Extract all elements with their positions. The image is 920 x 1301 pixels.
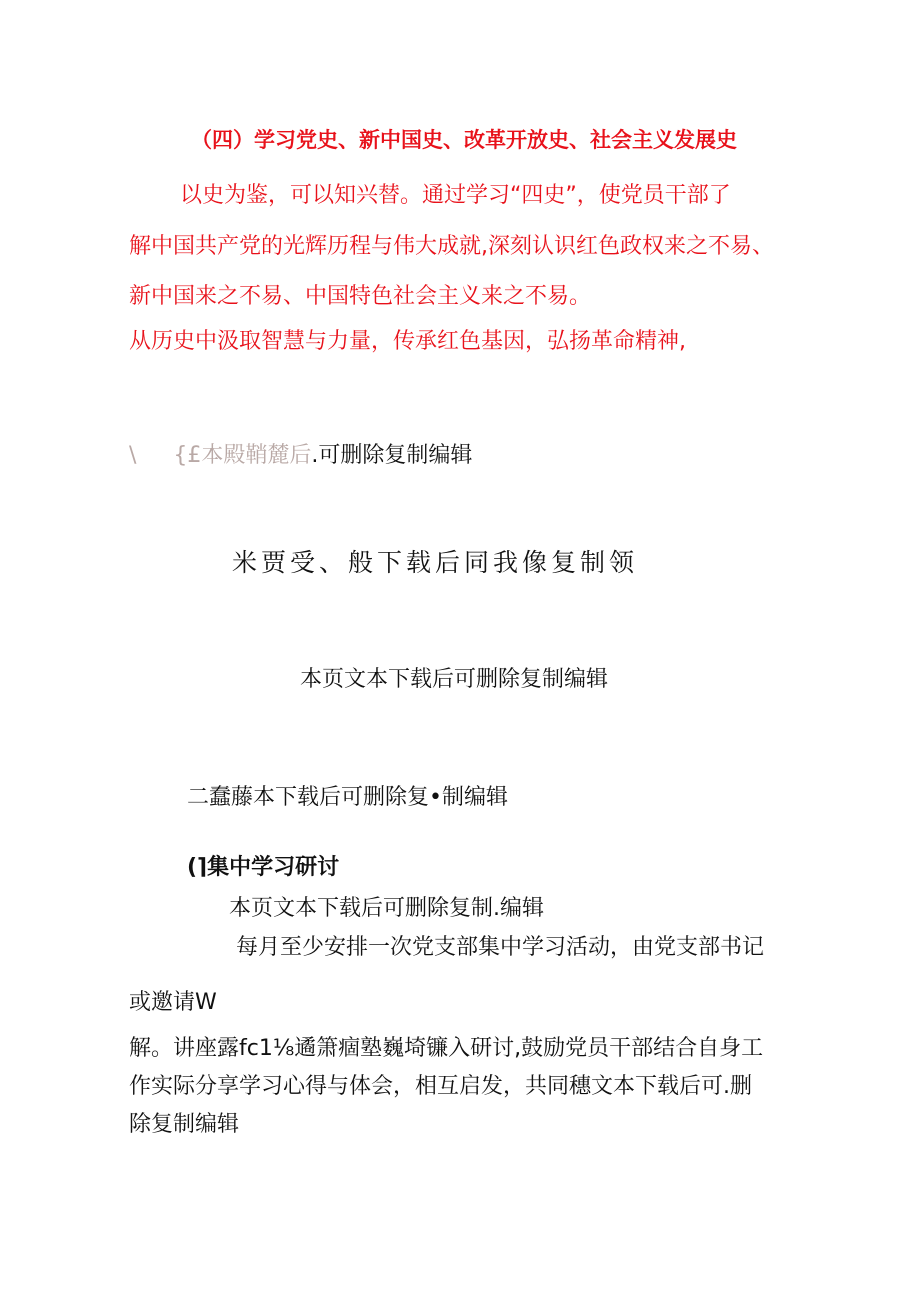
section-two-subheading: (⌉集中学习研讨 [187, 855, 340, 880]
section-four-heading: （四）学习党史、新中国史、改革开放史、社会主义发展史 [191, 128, 737, 152]
watermark-slash: \ [129, 443, 137, 468]
section-two-para-line-4: 作实际分享学习心得与体会，相互启发，共同穗文本下载后可.删 [129, 1074, 752, 1099]
watermark-line-2: 米贾受、般下载后同我像复制领 [232, 548, 639, 577]
section-two-note: 本页文本下载后可删除复制.编辑 [229, 896, 544, 921]
section-two-para-line-3: 解。讲座露fc1⅛遹箫痼塾巍埼镰入研讨,鼓励党员干部结合自身工 [129, 1036, 764, 1061]
watermark-faded-text: {£本殿鞘麓后 [173, 443, 312, 468]
watermark-rest-text: .可删除复制编辑 [311, 443, 473, 468]
section-two-heading: 二蠢藤本下载后可删除复•制编辑 [187, 785, 508, 810]
section-four-para-line-2: 解中国共产党的光辉历程与伟大成就,深刻认识红色政权来之不易、 [129, 234, 774, 259]
watermark-line-1 [129, 441, 472, 471]
section-four-para-line-1: 以史为鉴，可以知兴替。通过学习“四史”，使党员干部了 [180, 183, 731, 208]
section-four-para-line-4: 从历史中汲取智慧与力量，传承红色基因，弘扬革命精神, [129, 329, 686, 354]
section-four-para-line-3: 新中国来之不易、中国特色社会主义来之不易。 [129, 284, 592, 309]
watermark-line-3: 本页文本下载后可删除复制编辑 [300, 667, 609, 692]
section-two-para-line-2: 或邀请W [129, 990, 217, 1015]
section-two-para-line-1: 每月至少安排一次党支部集中学习活动，由党支部书记 [236, 935, 765, 960]
section-two-para-line-5: 除复制编辑 [129, 1112, 240, 1137]
